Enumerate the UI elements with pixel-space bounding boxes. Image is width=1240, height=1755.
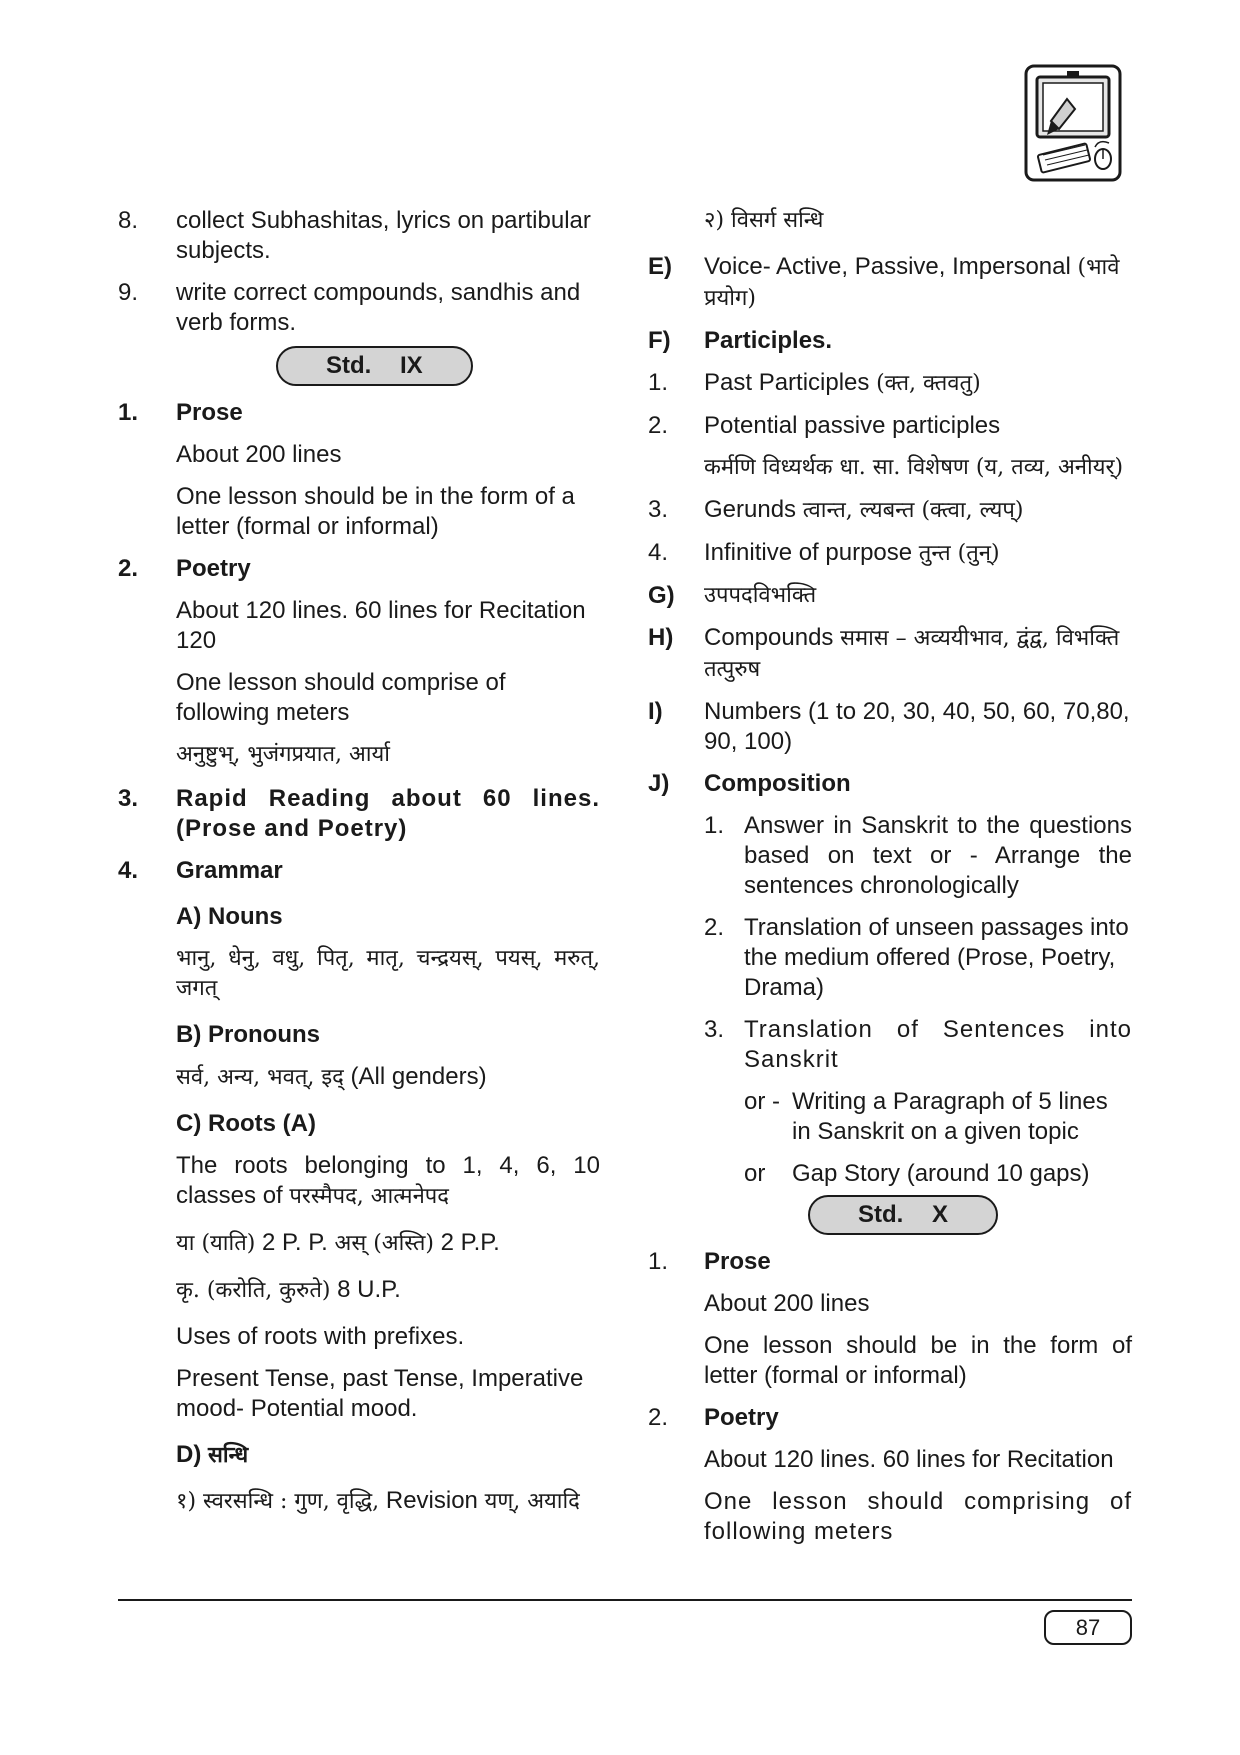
p3-dev: त्वान्त, ल्यबन्त (क्त्वा, ल्यप्) <box>802 498 1024 523</box>
p3-en: Gerunds <box>704 496 803 523</box>
item-text <box>704 623 1132 685</box>
item-number: 2. <box>704 914 725 941</box>
upapada-item <box>648 581 1132 611</box>
poetry-meters: अनुष्टुभ्, भुजंगप्रयात, आर्या <box>176 742 390 767</box>
roots-classes-dev: परस्मैपद, आत्मनेपद <box>289 1184 449 1209</box>
item-letter: H) <box>648 624 674 651</box>
sandhi-title-dev: सन्धि <box>208 1442 249 1468</box>
prose-note: One lesson should be in the form of a letter (formal or informal) <box>176 483 575 540</box>
rapid-reading <box>118 784 600 844</box>
item-number: 8. <box>118 207 139 234</box>
composition-heading <box>648 769 1132 799</box>
roots-ya-dev2: अस् (अस्ति) <box>334 1231 434 1256</box>
item-text: Translation of unseen passages into the medium offered (Prose, Poetry, Drama) <box>744 914 1129 1001</box>
item-number: 3. <box>704 1016 725 1043</box>
pronouns-en: (All genders) <box>343 1063 487 1090</box>
list-item <box>648 368 1132 399</box>
nouns-list: भानु, धेनु, वधु, पितृ, मातृ, चन्द्रयस्, पयस्, मरुत्, जगत् <box>176 946 600 1001</box>
sandhi-1-en: Revision <box>379 1487 485 1514</box>
section-title: Prose <box>176 399 243 426</box>
poetry-heading <box>118 554 600 584</box>
section-number: 2. <box>118 555 139 582</box>
list-item <box>648 411 1132 441</box>
item-number: 1. <box>704 812 725 839</box>
item-text: Numbers (1 to 20, 30, 40, 50, 60, 70,80, 90, 100) <box>704 698 1130 755</box>
compounds-dev: समास – अव्ययीभाव, द्वंद्व, विभक्ति तत्पुरुष <box>704 626 1120 682</box>
section-number: 2. <box>648 1404 669 1431</box>
poetry-note: One lesson should comprise of following meters <box>176 669 506 726</box>
item-text <box>704 368 1132 399</box>
section-title: Prose <box>704 1248 771 1275</box>
roots-ya-en2: 2 P.P. <box>433 1229 500 1256</box>
grammar-heading <box>118 856 600 886</box>
item-text: collect Subhashitas, lyrics on partibular subjects. <box>176 207 591 264</box>
list-item <box>704 1015 1132 1075</box>
item-letter: G) <box>648 582 675 609</box>
list-item <box>648 495 1132 526</box>
std-x-badge: Std. X <box>808 1195 998 1235</box>
section-title: Grammar <box>176 857 283 884</box>
item-text <box>704 252 1132 314</box>
list-item <box>648 538 1132 569</box>
item-letter: E) <box>648 253 672 280</box>
poetry-lines: About 120 lines. 60 lines for Recitation <box>704 1446 1114 1473</box>
prose-heading <box>118 398 600 428</box>
item-text: Translation of Sentences into Sanskrit <box>744 1016 1132 1073</box>
list-item <box>704 913 1132 1003</box>
section-title: Rapid Reading about 60 lines. (Prose and Poetry) <box>176 785 600 842</box>
item-number: 4. <box>648 539 669 566</box>
section-title: Composition <box>704 770 851 797</box>
sandhi-2: २) विसर्ग सन्धि <box>704 208 824 233</box>
item-text: Answer in Sanskrit to the questions based on text or - Arrange the sentences chronologically <box>744 812 1132 899</box>
pronouns-title: B) Pronouns <box>176 1021 320 1048</box>
section-title: Poetry <box>176 555 251 582</box>
item-number: 3. <box>648 496 669 523</box>
p4-dev: तुन्त (तुन्) <box>918 541 1000 566</box>
poetry-lines: About 120 lines. 60 lines for Recitation 120 <box>176 597 586 654</box>
list-item <box>704 811 1132 901</box>
section-number: 3. <box>118 785 139 812</box>
item-number: 9. <box>118 279 139 306</box>
or-option <box>744 1087 1132 1147</box>
list-item <box>118 206 600 266</box>
composition-list <box>704 811 1132 1189</box>
voice-en: Voice- Active, Passive, Impersonal <box>704 253 1078 280</box>
or-label: or <box>744 1160 766 1187</box>
item-letter: J) <box>648 770 670 797</box>
std-ix-badge: Std. IX <box>276 346 473 386</box>
roots-classes-en: The roots belonging to 1, 4, 6, 10 classes of <box>176 1152 600 1209</box>
prose-heading <box>648 1247 1132 1277</box>
roots-classes <box>176 1151 600 1212</box>
voice-dev: (भावे प्रयोग) <box>704 255 1120 311</box>
prose-lines: About 200 lines <box>704 1290 870 1317</box>
poetry-heading <box>648 1403 1132 1433</box>
p1-en: Past Participles <box>704 369 877 396</box>
roots-kr-en: 8 U.P. <box>330 1276 401 1303</box>
p1-dev: (क्त, क्तवतु) <box>876 371 981 396</box>
or-text: Gap Story (around 10 gaps) <box>792 1160 1090 1187</box>
section-number: 1. <box>118 399 139 426</box>
pronouns-list <box>176 1062 600 1093</box>
section-number: 4. <box>118 857 139 884</box>
item-text: उपपदविभक्ति <box>704 583 817 608</box>
participles-heading <box>648 326 1132 356</box>
poetry-note: One lesson should comprising of following meters <box>704 1488 1132 1545</box>
voice-item <box>648 252 1132 314</box>
sandhi-1-dev-a: १) स्वरसन्धि : गुण, वृद्धि, <box>176 1489 380 1514</box>
numbers-item <box>648 697 1132 757</box>
roots-ya-dev1: या (याति) <box>176 1231 256 1256</box>
or-label: or - <box>744 1088 780 1115</box>
or-text: Writing a Paragraph of 5 lines in Sanskrit on a given topic <box>792 1088 1108 1145</box>
roots-prefix: Uses of roots with prefixes. <box>176 1323 465 1350</box>
p4-en: Infinitive of purpose <box>704 539 919 566</box>
roots-kr-dev: कृ. (करोति, कुरुते) <box>176 1278 331 1303</box>
page-number: 87 <box>1044 1610 1132 1645</box>
item-number: 1. <box>648 369 669 396</box>
right-column <box>648 206 1132 1547</box>
roots-ya <box>176 1228 600 1259</box>
section-title: Participles. <box>704 327 833 354</box>
computer-tablet-icon <box>1023 63 1123 183</box>
sandhi-title <box>176 1440 600 1470</box>
compounds-item <box>648 623 1132 685</box>
item-letter: I) <box>648 698 663 725</box>
roots-title: C) Roots (A) <box>176 1110 316 1137</box>
compounds-en: Compounds <box>704 624 841 651</box>
footer-rule <box>118 1599 1132 1601</box>
roots-tense: Present Tense, past Tense, Imperative mood- Potential mood. <box>176 1365 584 1422</box>
item-text: write correct compounds, sandhis and verb forms. <box>176 279 581 336</box>
left-column <box>118 206 600 1517</box>
sandhi-1-dev-b: यण्, अयादि <box>484 1489 580 1514</box>
item-text <box>704 538 1132 569</box>
nouns-title: A) Nouns <box>176 903 283 930</box>
section-title: Poetry <box>704 1404 779 1431</box>
item-text: Potential passive participles <box>704 412 1001 439</box>
roots-kr <box>176 1275 600 1306</box>
sandhi-1 <box>176 1486 600 1517</box>
item-text <box>704 495 1132 526</box>
or-option <box>744 1159 1132 1189</box>
prose-note: One lesson should be in the form of letter (formal or informal) <box>704 1332 1132 1389</box>
prose-lines: About 200 lines <box>176 441 342 468</box>
section-number: 1. <box>648 1248 669 1275</box>
pronouns-dev: सर्व, अन्य, भवत्, इद् <box>176 1065 344 1090</box>
p2-dev: कर्मणि विध्यर्थक धा. सा. विशेषण (य, तव्य, अनीयर्) <box>704 455 1124 480</box>
list-item <box>118 278 600 338</box>
item-letter: F) <box>648 327 671 354</box>
sandhi-title-en: D) <box>176 1441 208 1468</box>
item-number: 2. <box>648 412 669 439</box>
roots-ya-en1: 2 P. P. <box>255 1229 335 1256</box>
